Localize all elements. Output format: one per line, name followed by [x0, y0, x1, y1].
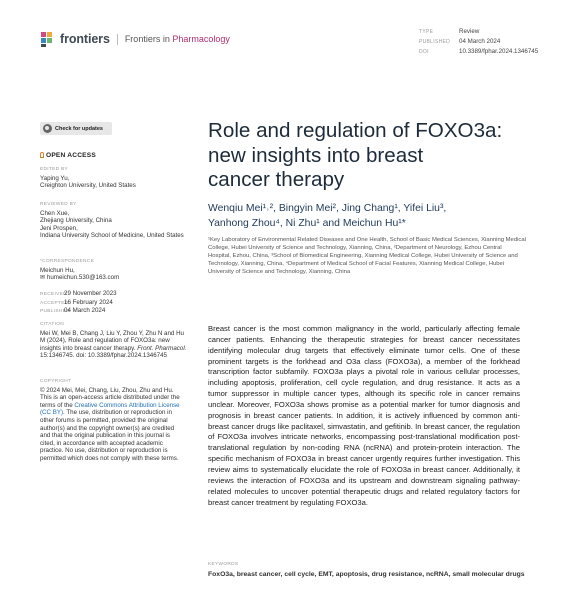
edited-by-section [40, 166, 190, 190]
correspondence-email[interactable]: ✉ humeichun.530@163.com [40, 274, 120, 282]
publisher-header [40, 31, 230, 47]
reviewer-2-affiliation: Indiana University School of Medicine, United States [40, 232, 184, 240]
correspondence-section [40, 258, 190, 282]
author-list [208, 202, 548, 231]
published-label: PUBLISHED [419, 39, 451, 45]
keywords-list: FoxO3a, breast cancer, cell cycle, EMT, apoptosis, drug resistance, ncRNA, small molecular drugs [208, 571, 525, 578]
copyright-section [40, 378, 186, 463]
accepted-value: 16 February 2024 [64, 298, 113, 306]
sidebar-published-value: 04 March 2024 [64, 307, 106, 315]
edited-by-label: EDITED BY [40, 167, 69, 172]
article-title [208, 119, 548, 193]
affiliations: ¹Key Laboratory of Environmental Related Diseases and One Health, School of Basic Medical Sciences, Xianning Medical College, Hubei University of Science and Technology, Xianning, China, ²Department of Neurology, Ezhou Central Hospital, Ezhou, China, ³School of Biomedical Engineering, Xianning Medical College, Hubei University of Science and Technology, Xianning, China, ⁴Department of Medical School of Facial Features, Xianning Medical College, Hubei University of Science and Technology, Xianning, China [208, 237, 526, 275]
update-check-icon [43, 124, 52, 133]
citation-label: CITATION [40, 322, 65, 327]
copyright-pre: © 2024 Mei, Mei, Chang, Liu, Zhou, Zhu and Hu. This is an open-access article distributed under the terms of the [40, 386, 180, 409]
abstract-text: Breast cancer is the most common malignancy in the world, particularly affecting female cancer patients. Enhancing the therapeutic strategies for breast cancer necessitates identifying molecular drug targets that effectively eliminate tumor cells. One of these prominent targets is the forkhead and O3a class (FOXO3a), a member of the forkhead transcription factor subfamily. FOXO3a plays a pivotal role in various cellular processes, including apoptosis, proliferation, cell cycle regulation, and drug resistance. It acts as a tumor suppressor in multiple cancer types, although its specific role in cancer remains unclear. Moreover, FOXO3a shows promise as a potential marker for tumor diagnosis and prognosis in breast cancer patients. In addition, it is actively influenced by common anti-breast cancer drugs like paclitaxel, simvastatin, and gefitinib. In breast cancer, the regulation of FOXO3a involves intricate networks, encompassing post-translational modification post-translational regulation by non-coding RNA (ncRNA) and protein-protein interaction. The specific mechanism of FOXO3a in breast cancer urgently requires further investigation. This review aims to systematically elucidate the role of FOXO3a in breast cancer. Additionally, it reviews the interaction of FOXO3a and its upstream and downstream signaling pathway-related molecules to uncover potential therapeutic drugs and related regulatory factors for breast cancer treatment by regulating FOXO3a. [208, 324, 520, 507]
journal-name[interactable] [125, 34, 230, 44]
reviewed-by-label: REVIEWED BY [40, 202, 77, 207]
citation-body: Mei W, Mei B, Chang J, Liu Y, Zhou Y, Zhu N and Hu M (2024), Role and regulation of FOXO3a: new insights into breast cancer therapy. [40, 329, 184, 352]
open-access-label: OPEN ACCESS [46, 152, 96, 159]
dates-section [40, 290, 190, 316]
cc-license-link[interactable]: Creative Commons Attribution License (CC BY). [40, 401, 180, 417]
copyright-label: COPYRIGHT [40, 379, 72, 384]
citation-text [40, 330, 188, 360]
publisher-name[interactable]: frontiers [60, 32, 110, 46]
copyright-text [40, 387, 186, 463]
authors-line-1: Wenqiu Mei¹˒², Bingyin Mei², Jing Chang¹, Yifei Liu³, [208, 203, 447, 214]
journal-accent: Pharmacology [172, 34, 230, 44]
check-for-updates-button[interactable] [40, 122, 112, 135]
open-lock-icon [40, 152, 44, 158]
type-label: TYPE [419, 29, 434, 35]
correspondence-label: *CORRESPONDENCE [40, 259, 95, 264]
check-updates-label: Check for updates [55, 125, 103, 132]
received-value: 29 November 2023 [64, 290, 117, 297]
reviewer-2-name: Jeni Prospen, [40, 224, 78, 232]
accepted-label: ACCEPTED [40, 300, 69, 306]
title-line-1: Role and regulation of FOXO3a: [208, 119, 503, 142]
keywords-label: KEYWORDS [208, 562, 239, 567]
reviewed-by-section [40, 201, 190, 240]
reviewer-1-name: Chen Xue, [40, 209, 70, 217]
authors-line-2: Yanhong Zhou⁴, Ni Zhu¹ and Meichun Hu¹* [208, 217, 406, 229]
copyright-post: The use, distribution or reproduction in other forums is permitted, provided the original author(s) and the copyright owner(s) are credited and that the original publication in this journal is cited, in accordance with accepted academic practice. No use, distribution or reproduction is permitted which does not comply with these terms. [40, 409, 179, 462]
journal-prefix: Frontiers in [124, 34, 173, 44]
editor-affiliation: Creighton University, United States [40, 182, 136, 190]
frontiers-logo-icon [40, 31, 56, 47]
type-value: Review [459, 28, 480, 35]
doi-label: DOI [419, 49, 429, 55]
title-line-3: cancer therapy [208, 168, 345, 191]
title-line-2: new insights into breast [208, 143, 424, 167]
open-access-badge [40, 152, 96, 159]
correspondence-name: Meichun Hu, [40, 266, 75, 274]
article-meta [419, 27, 538, 57]
received-label: RECEIVED [40, 292, 67, 297]
citation-section [40, 321, 188, 360]
editor-name: Yaping Yu, [40, 174, 70, 182]
citation-journal: Front. Pharmacol. [137, 344, 187, 352]
citation-doi[interactable]: doi: 10.3389/fphar.2024.1346745 [76, 352, 167, 360]
published-value: 04 March 2024 [459, 38, 501, 45]
sidebar-published-label: PUBLISHED [40, 309, 70, 315]
citation-volume: 15:1346745. [40, 352, 75, 360]
reviewer-1-affiliation: Zhejiang University, China [40, 217, 112, 225]
header-divider [117, 34, 118, 45]
doi-value[interactable]: 10.3389/fphar.2024.1346745 [459, 48, 539, 55]
